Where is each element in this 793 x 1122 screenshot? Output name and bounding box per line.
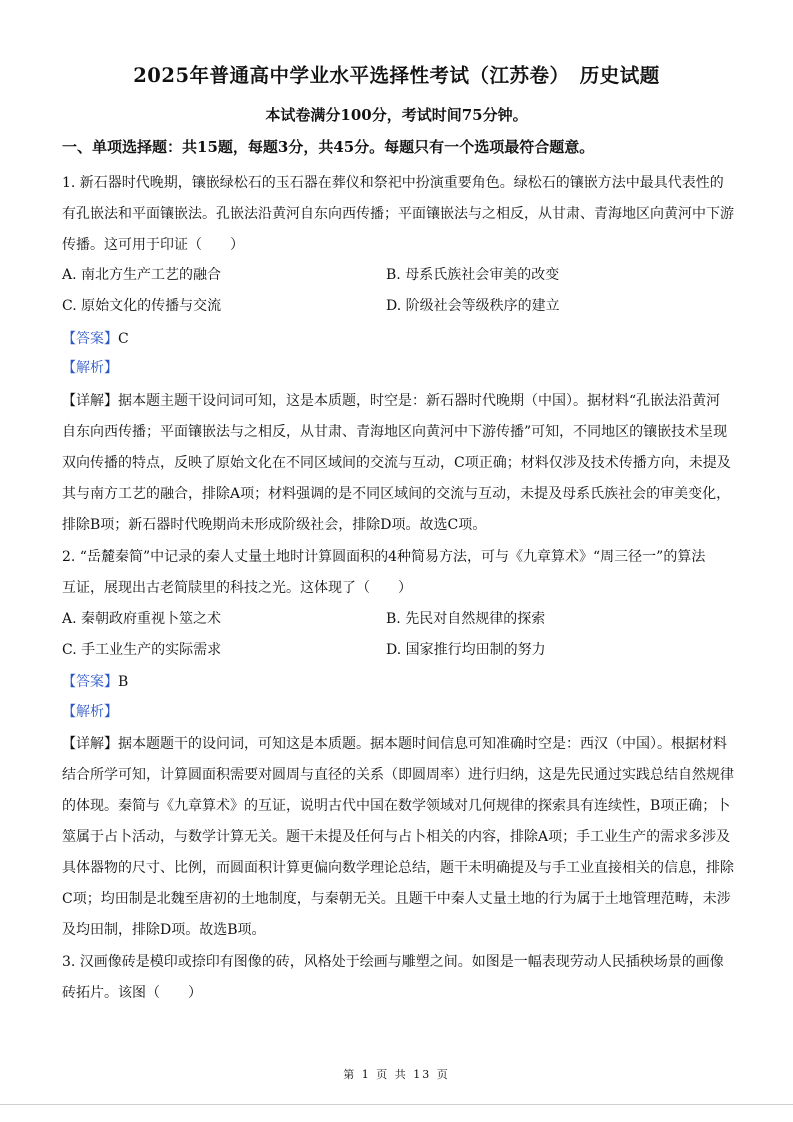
section-heading: 一、单项选择题：共15题，每题3分，共45分。每题只有一个选项最符合题意。: [62, 138, 595, 156]
answer-tag: 【答案】: [62, 674, 118, 690]
q1-option-d: D. 阶级社会等级秩序的建立: [386, 298, 560, 314]
q1-analysis-tag: 【解析】: [62, 360, 118, 376]
q2-detail-line-1: [62, 733, 727, 753]
q2-analysis-tag: 【解析】: [62, 704, 118, 720]
detail-text: 据本题主题干设问词可知，这是本质题，时空是：新石器时代晚期（中国）。据材料“孔嵌法沿黄河: [118, 393, 721, 409]
detail-tag: 【详解】: [62, 393, 118, 409]
page-title: 2025年普通高中学业水平选择性考试（江苏卷） 历史试题: [133, 64, 660, 87]
q2-option-b: B. 先民对自然规律的探索: [386, 611, 546, 627]
q1-option-a: A. 南北方生产工艺的融合: [62, 267, 222, 283]
q1-stem-line-1: 1. 新石器时代晚期，镶嵌绿松石的玉石器在葬仪和祭祀中扮演重要角色。绿松石的镶嵌方法中最具代表性的: [62, 175, 724, 191]
q2-stem-line-1: 2. “岳麓秦简”中记录的秦人丈量土地时计算圆面积的4种简易方法，可与《九章算术》“周三径一”的算法: [62, 549, 706, 565]
q3-stem-line-1: 3. 汉画像砖是模印或捺印有图像的砖，风格处于绘画与雕塑之间。如图是一幅表现劳动人民插秧场景的画像: [62, 954, 724, 970]
answer-value: C: [118, 331, 129, 347]
answer-value: B: [118, 674, 129, 690]
q2-detail-line-6: C项；均田制是北魏至唐初的土地制度，与秦朝无关。且题干中秦人丈量土地的行为属于土地管理范畴，未涉: [62, 891, 731, 907]
q1-answer: [62, 328, 129, 348]
q1-detail-line-2: 自东向西传播；平面镶嵌法与之相反，从甘肃、青海地区向黄河中下游传播”可知，不同地区的镶嵌技术呈现: [62, 424, 728, 440]
q3-stem-line-2: 砖拓片。该图（ ）: [62, 985, 202, 1001]
page-footer: 第 1 页 共 13 页: [343, 1068, 450, 1081]
q2-option-c: C. 手工业生产的实际需求: [62, 642, 222, 658]
detail-text: 据本题题干的设问词，可知这是本质题。据本题时间信息可知准确时空是：西汉（中国）。根据材料: [118, 736, 727, 752]
q1-option-b: B. 母系氏族社会审美的改变: [386, 267, 560, 283]
q1-detail-line-3: 双向传播的特点，反映了原始文化在不同区域间的交流与互动，C项正确；材料仅涉及技术传播方向，未提及: [62, 455, 731, 471]
exam-info: 本试卷满分100分，考试时间75分钟。: [265, 106, 528, 124]
q2-option-d: D. 国家推行均田制的努力: [386, 642, 546, 658]
q2-answer: [62, 671, 128, 691]
q2-detail-line-2: 结合所学可知，计算圆面积需要对圆周与直径的关系（即圆周率）进行归纳，这是先民通过实践总结自然规律: [62, 767, 734, 783]
bottom-divider: [0, 1104, 793, 1105]
q1-detail-line-5: 排除B项；新石器时代晚期尚未形成阶级社会，排除D项。故选C项。: [62, 517, 487, 533]
q2-option-a: A. 秦朝政府重视卜筮之术: [62, 611, 222, 627]
q2-stem-line-2: 互证，展现出古老简牍里的科技之光。这体现了（ ）: [62, 580, 412, 596]
detail-tag: 【详解】: [62, 736, 118, 752]
q1-detail-line-1: [62, 390, 720, 410]
q2-detail-line-5: 具体器物的尺寸、比例，而圆面积计算更偏向数学理论总结，题干未明确提及与手工业直接相关的信息，排除: [62, 860, 734, 876]
q1-stem-line-3: 传播。这可用于印证（ ）: [62, 237, 244, 253]
q2-detail-line-7: 及均田制，排除D项。故选B项。: [62, 922, 266, 938]
q1-detail-line-4: 其与南方工艺的融合，排除A项；材料强调的是不同区域间的交流与互动，未提及母系氏族社会的审美变化，: [62, 486, 731, 502]
answer-tag: 【答案】: [62, 331, 118, 347]
q1-option-c: C. 原始文化的传播与交流: [62, 298, 222, 314]
q2-detail-line-4: 筮属于占卜活动，与数学计算无关。题干未提及任何与占卜相关的内容，排除A项；手工业生产的需求多涉及: [62, 829, 731, 845]
q2-detail-line-3: 的体现。秦简与《九章算术》的互证，说明古代中国在数学领域对几何规律的探索具有连续性，B项正确；卜: [62, 798, 731, 814]
q1-stem-line-2: 有孔嵌法和平面镶嵌法。孔嵌法沿黄河自东向西传播；平面镶嵌法与之相反，从甘肃、青海地区向黄河中下游: [62, 206, 734, 222]
